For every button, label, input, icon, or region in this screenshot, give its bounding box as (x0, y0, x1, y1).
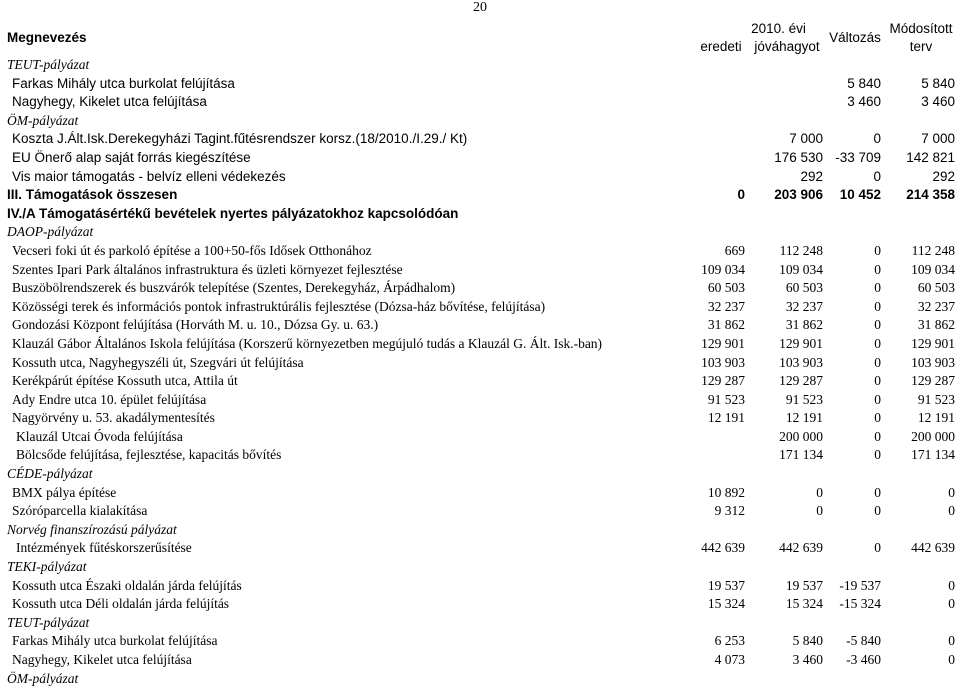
table-row (4, 93, 958, 112)
row-original: 442 639 (701, 540, 745, 556)
table-row (4, 112, 958, 131)
row-original: 6 253 (714, 633, 745, 649)
row-modified: 0 (948, 577, 956, 593)
table-row (4, 670, 958, 688)
row-change: 0 (874, 242, 882, 258)
table-row (4, 521, 958, 540)
row-original: 0 (737, 187, 745, 203)
row-change: -33 709 (835, 149, 882, 165)
row-modified: 31 862 (917, 317, 956, 333)
row-name: Klauzál Gábor Általános Iskola felújítása (Korszerű környezetben megújuló tudás a Klauzál G. Ált. Isk.-ban) (12, 335, 603, 351)
row-change: 0 (874, 373, 882, 389)
row-name: Farkas Mihály utca burkolat felújítása (12, 75, 235, 91)
row-name: EU Önerő alap saját forrás kiegészítése (12, 149, 251, 165)
table-row (4, 632, 958, 651)
table-row (4, 502, 958, 521)
row-original (694, 168, 748, 187)
row-modified (884, 465, 958, 484)
row-change: 0 (874, 354, 882, 370)
row-name: Norvég finanszírozású pályázat (7, 521, 177, 537)
row-modified: 0 (948, 503, 956, 519)
table-row (4, 354, 958, 373)
row-modified (884, 614, 958, 633)
row-original: 19 537 (707, 577, 745, 593)
row-original: 32 237 (707, 298, 745, 314)
row-approved: 32 237 (785, 298, 824, 314)
row-approved: 200 000 (779, 428, 824, 444)
row-original: 4 073 (714, 652, 745, 667)
row-modified: 5 840 (921, 75, 956, 91)
row-modified (884, 670, 958, 688)
table-row (4, 409, 958, 428)
row-name: Koszta J.Ált.Isk.Derekegyházi Tagint.fűtésrendszer korsz.(18/2010./I.29./ Kt) (12, 131, 468, 147)
row-original (694, 670, 748, 688)
row-modified: 442 639 (911, 540, 956, 556)
row-name: Kerékpárút építése Kossuth utca, Attila út (12, 373, 238, 389)
header-modified-plan: terv (909, 39, 933, 54)
table-row (4, 372, 958, 391)
row-change (826, 521, 884, 540)
row-modified: 91 523 (917, 391, 956, 407)
row-change (826, 205, 884, 224)
row-modified: 109 034 (911, 261, 956, 277)
row-name: Közösségi terek és információs pontok infrastruktúrális fejlesztése (Dózsa-ház bővítése, felújítása) (12, 298, 546, 314)
row-name: Kossuth utca Északi oldalán járda felújítás (12, 577, 242, 593)
table-row (4, 335, 958, 354)
row-modified: 171 134 (911, 447, 956, 463)
row-original (694, 130, 748, 149)
row-name: DAOP-pályázat (7, 224, 94, 240)
row-change (826, 56, 884, 75)
header-year: 2010. évi (751, 21, 806, 36)
row-modified: 12 191 (917, 410, 956, 426)
row-change: -15 324 (839, 596, 882, 612)
row-approved (748, 558, 826, 577)
row-original (694, 446, 748, 465)
row-name: Vis maior támogatás - belvíz elleni védekezés (12, 168, 286, 184)
row-name: III. Támogatások összesen (7, 187, 178, 203)
row-name: Kossuth utca, Nagyhegyszéli út, Szegvári út felújítása (12, 354, 304, 370)
row-approved: 171 134 (779, 447, 824, 463)
row-approved: 442 639 (779, 540, 824, 556)
table-row (4, 242, 958, 261)
row-approved: 7 000 (789, 131, 824, 147)
row-name: Szentes Ipari Park általános infrastruktura és üzleti környezet fejlesztése (12, 261, 403, 277)
table-row (4, 446, 958, 465)
table-header (4, 20, 958, 56)
row-modified: 60 503 (917, 280, 956, 296)
page-number: 20 (473, 0, 487, 15)
table-row (4, 75, 958, 94)
table-row (4, 279, 958, 298)
row-original: 91 523 (707, 391, 745, 407)
row-change: 0 (874, 428, 882, 444)
row-modified: 214 358 (906, 187, 956, 203)
row-approved: 91 523 (785, 391, 824, 407)
table-row (4, 298, 958, 317)
row-change: 0 (874, 335, 882, 351)
row-approved (748, 75, 826, 94)
row-original: 129 287 (701, 373, 745, 389)
row-approved: 129 287 (779, 373, 824, 389)
row-change (826, 558, 884, 577)
row-name: ÖM-pályázat (7, 112, 79, 128)
row-approved (748, 112, 826, 131)
row-name: Farkas Mihály utca burkolat felújítása (12, 633, 218, 649)
row-change: 0 (874, 317, 882, 333)
table-row (4, 651, 958, 670)
row-name: IV./A Támogatásértékű bevételek nyertes pályázatokhoz kapcsolódóan (7, 205, 459, 221)
row-approved (748, 465, 826, 484)
row-change: 0 (874, 298, 882, 314)
row-original (694, 428, 748, 447)
row-change: 0 (874, 391, 882, 407)
table-row (4, 149, 958, 168)
row-original: 9 312 (714, 503, 745, 519)
table-body (4, 56, 958, 688)
row-name: Klauzál Utcai Óvoda felújítása (16, 428, 183, 444)
row-modified (884, 56, 958, 75)
row-modified: 129 901 (911, 335, 956, 351)
row-original: 31 862 (707, 317, 745, 333)
table-row (4, 316, 958, 335)
row-change: 0 (874, 484, 882, 500)
row-modified: 103 903 (911, 354, 956, 370)
row-name: Gondozási Központ felújítása (Horváth M. u. 10., Dózsa Gy. u. 63.) (12, 317, 379, 333)
row-approved: 31 862 (785, 317, 824, 333)
row-change: 0 (873, 131, 882, 147)
table-row (4, 614, 958, 633)
row-name: Buszöbölrendszerek és buszvárók telepítése (Szentes, Derekegyház, Árpádhalom) (12, 280, 456, 296)
row-modified: 0 (948, 652, 956, 667)
header-change: Változás (829, 30, 881, 45)
row-approved: 19 537 (785, 577, 824, 593)
row-name: Nagyhegy, Kikelet utca felújítása (12, 652, 192, 667)
row-name: Bölcsőde felújítása, fejlesztése, kapacitás bővítés (16, 447, 282, 463)
table-row (4, 223, 958, 242)
row-change: 0 (874, 503, 882, 519)
row-name: Nagyhegy, Kikelet utca felújítása (12, 94, 207, 110)
row-name: BMX pálya építése (12, 484, 117, 500)
row-original (694, 149, 748, 168)
row-change: 0 (874, 261, 882, 277)
header-name: Megnevezés (7, 30, 87, 45)
row-approved (748, 93, 826, 112)
row-approved: 15 324 (785, 596, 824, 612)
table-row (4, 577, 958, 596)
row-approved (748, 614, 826, 633)
row-name: CÉDE-pályázat (7, 466, 93, 482)
row-approved: 5 840 (792, 633, 824, 649)
row-approved (748, 205, 826, 224)
row-change: -19 537 (839, 577, 882, 593)
row-original: 12 191 (707, 410, 745, 426)
row-modified (884, 205, 958, 224)
row-change: 3 460 (847, 94, 882, 110)
row-change (826, 670, 884, 688)
row-change (826, 465, 884, 484)
row-change: 10 452 (839, 187, 882, 203)
row-change: 0 (873, 168, 882, 184)
row-modified: 0 (948, 484, 956, 500)
row-original (694, 614, 748, 633)
row-original (694, 93, 748, 112)
row-modified: 0 (948, 596, 956, 612)
row-change: -5 840 (846, 633, 882, 649)
row-modified (884, 112, 958, 131)
row-name: Intézmények fűtéskorszerűsítése (16, 540, 192, 556)
row-approved: 129 901 (779, 335, 824, 351)
row-modified (884, 223, 958, 242)
row-name: Szóróparcella kialakítása (12, 503, 148, 519)
row-modified: 142 821 (906, 149, 956, 165)
table-row (4, 558, 958, 577)
row-change: 0 (874, 540, 882, 556)
header-approved: jóváhagyot (754, 39, 820, 54)
row-modified: 200 000 (911, 428, 956, 444)
row-approved (748, 56, 826, 75)
table-row (4, 428, 958, 447)
row-approved (748, 670, 826, 688)
table-row (4, 130, 958, 149)
table-row (4, 205, 958, 224)
row-modified: 32 237 (917, 298, 956, 314)
row-change: 0 (874, 447, 882, 463)
row-change: 0 (874, 410, 882, 426)
row-approved: 0 (816, 484, 824, 500)
row-original: 129 901 (701, 335, 745, 351)
row-change (826, 223, 884, 242)
table-row (4, 56, 958, 75)
row-modified: 3 460 (921, 94, 956, 110)
row-approved: 203 906 (774, 187, 824, 203)
row-change (826, 614, 884, 633)
row-name: TEUT-pályázat (7, 57, 90, 72)
table-row (4, 539, 958, 558)
row-original: 669 (724, 242, 745, 258)
table-row (4, 186, 958, 205)
row-approved: 112 248 (779, 242, 824, 258)
row-original (694, 205, 748, 224)
table-row (4, 261, 958, 280)
row-modified (884, 521, 958, 540)
row-approved: 12 191 (785, 410, 824, 426)
row-original: 60 503 (707, 280, 745, 296)
row-modified: 0 (948, 633, 956, 649)
row-modified: 112 248 (911, 242, 956, 258)
row-approved (748, 521, 826, 540)
row-approved: 176 530 (774, 149, 824, 165)
header-original: eredeti (700, 39, 742, 54)
table-row (4, 391, 958, 410)
row-original: 10 892 (707, 484, 745, 500)
row-change (826, 112, 884, 131)
row-original (694, 112, 748, 131)
row-modified (884, 558, 958, 577)
row-original (694, 465, 748, 484)
row-change: 5 840 (847, 75, 882, 91)
row-change: -3 460 (846, 652, 882, 667)
table-row (4, 465, 958, 484)
row-original (694, 521, 748, 540)
row-approved: 3 460 (792, 652, 824, 667)
row-original (694, 75, 748, 94)
row-name: TEKI-pályázat (7, 559, 87, 575)
row-original: 15 324 (707, 596, 745, 612)
row-approved: 292 (800, 168, 824, 184)
header-modified: Módosított (889, 21, 953, 36)
budget-table (4, 20, 958, 688)
row-name: Ady Endre utca 10. épület felújítása (12, 391, 207, 407)
table-row (4, 595, 958, 614)
row-name: Vecseri foki út és parkoló építése a 100+50-fős Idősek Otthonához (12, 242, 372, 258)
table-row (4, 168, 958, 187)
row-approved: 60 503 (785, 280, 824, 296)
row-original (694, 223, 748, 242)
row-change: 0 (874, 280, 882, 296)
row-name: Nagyörvény u. 53. akadálymentesítés (12, 410, 215, 426)
row-original: 103 903 (701, 354, 745, 370)
row-name: Kossuth utca Déli oldalán járda felújítás (12, 596, 230, 612)
row-original (694, 558, 748, 577)
row-modified: 292 (932, 168, 956, 184)
row-approved (748, 223, 826, 242)
row-modified: 7 000 (921, 131, 956, 147)
table-row (4, 484, 958, 503)
row-approved: 0 (816, 503, 824, 519)
row-original: 109 034 (701, 261, 745, 277)
row-approved: 103 903 (779, 354, 824, 370)
row-name: TEUT-pályázat (7, 614, 90, 630)
row-modified: 129 287 (911, 373, 956, 389)
row-original (694, 56, 748, 75)
row-name: ÖM-pályázat (7, 670, 79, 686)
row-approved: 109 034 (779, 261, 824, 277)
